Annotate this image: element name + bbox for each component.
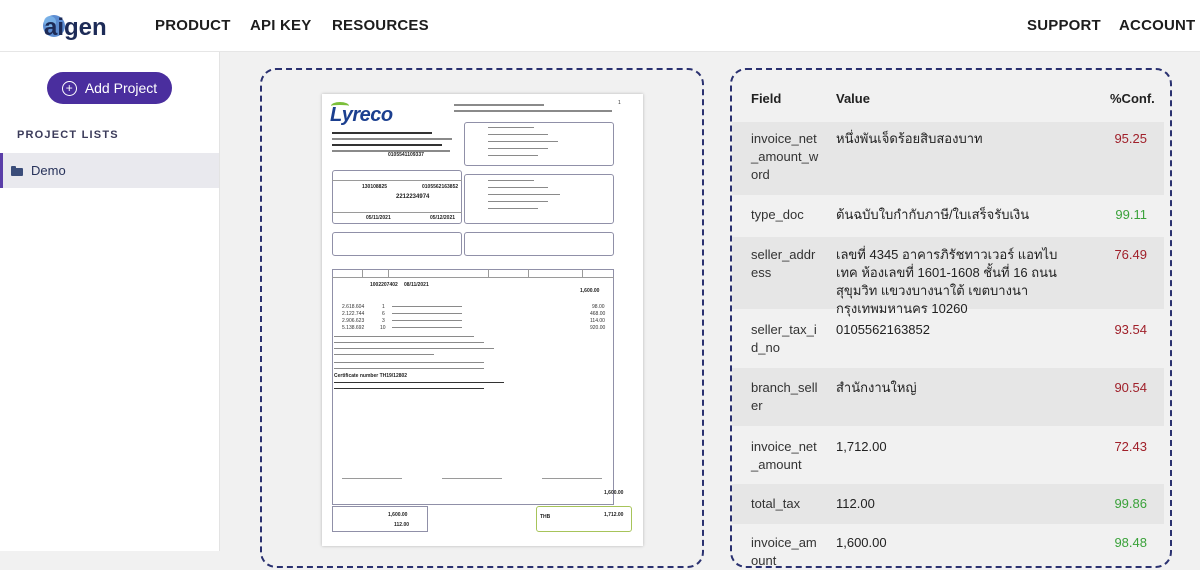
doc-line (392, 306, 462, 307)
row-conf: 98.48 (1114, 535, 1147, 550)
doc-line (334, 362, 484, 363)
doc-line (334, 354, 434, 355)
vat-summary-box (332, 506, 428, 532)
header-field: Field (751, 91, 782, 106)
line-4-amount: 920.00 (590, 325, 606, 331)
items-table-frame (332, 269, 614, 505)
table-row[interactable] (732, 368, 1170, 426)
page-number: 1 (618, 100, 621, 106)
grand-total: 1,712.00 (604, 512, 624, 518)
doc-line (454, 104, 544, 106)
total-box (536, 506, 632, 532)
row-value: เลขที่ 4345 อาคารภิรัชทาวเวอร์ แอทไบเทค ห้องเลขที่ 1601-1608 ชั้นที่ 16 ถนนสุขุมวิท แขวงบางนาใต้ เขตบางนา กรุงเทพมหานคร 10260 (836, 247, 1058, 316)
invoice-number: 2212234974 (396, 194, 430, 200)
row-value: 1,712.00 (836, 439, 887, 454)
doc-line (454, 110, 612, 112)
doc-divider (582, 269, 583, 277)
row-field: type_doc (751, 207, 804, 222)
header-value: Value (836, 91, 870, 106)
line-2-code: 2.122.744 (342, 311, 365, 317)
order-date: 08/11/2021 (404, 282, 429, 288)
row-conf: 93.54 (1114, 322, 1147, 337)
nav-account[interactable]: ACCOUNT (1119, 17, 1196, 34)
doc-line (488, 194, 560, 195)
doc-line (488, 187, 548, 188)
row-conf: 72.43 (1114, 439, 1147, 454)
customer-id: 130108825 (362, 184, 388, 190)
nav-resources[interactable]: RESOURCES (332, 17, 429, 34)
table-row[interactable] (732, 426, 1170, 482)
table-row[interactable] (732, 122, 1170, 195)
doc-line (488, 127, 534, 128)
table-row[interactable] (732, 524, 1170, 568)
row-field: seller_tax_id_no (751, 322, 817, 355)
subtotal-amount: 1,600.00 (604, 490, 624, 496)
lyreco-logo: Lyreco (330, 104, 393, 126)
doc-line (332, 132, 432, 134)
sold-to-box (464, 122, 614, 166)
contact-box (464, 232, 614, 256)
table-row[interactable] (732, 237, 1170, 316)
doc-line (488, 141, 558, 142)
currency: THB (540, 514, 551, 520)
doc-line (392, 320, 462, 321)
row-value: สำนักงานใหญ่ (836, 380, 917, 395)
line-1-code: 2.618.604 (342, 304, 365, 310)
line-3-code: 2.906.623 (342, 318, 365, 324)
ship-to-box (464, 174, 614, 224)
doc-line (334, 382, 504, 383)
row-field: seller_address (751, 247, 816, 280)
row-value: 1,600.00 (836, 535, 887, 550)
row-field: total_tax (751, 496, 801, 511)
doc-divider (488, 269, 489, 277)
sidebar-item-label: Demo (31, 163, 66, 178)
row-field: invoice_amount (751, 535, 817, 568)
doc-line (488, 208, 538, 209)
doc-line (488, 180, 534, 181)
nav-support[interactable]: SUPPORT (1027, 17, 1101, 34)
table-row[interactable] (732, 311, 1170, 366)
project-lists-heading: PROJECT LISTS (17, 129, 119, 141)
doc-divider (332, 277, 614, 278)
line-1-amount: 98.00 (592, 304, 605, 310)
row-conf: 99.86 (1114, 496, 1147, 511)
doc-line (392, 313, 462, 314)
line-2-amount: 468.00 (590, 311, 606, 317)
line-3-qty: 3 (382, 318, 385, 324)
row-value: ต้นฉบับใบกำกับภาษี/ใบเสร็จรับเงิน (836, 207, 1030, 222)
plus-circle-icon: + (62, 81, 77, 96)
row-field: branch_seller (751, 380, 818, 413)
row-conf: 90.54 (1114, 380, 1147, 395)
doc-line (334, 336, 474, 337)
row-conf: 76.49 (1114, 247, 1147, 262)
line-4-qty: 10 (380, 325, 386, 331)
invoice-document-image (322, 94, 643, 546)
doc-line (334, 348, 494, 349)
invoice-date: 05/11/2021 (366, 215, 391, 221)
doc-divider (528, 269, 529, 277)
doc-line (334, 342, 484, 343)
sidebar-item-demo[interactable] (0, 153, 219, 188)
doc-line (334, 368, 484, 369)
vat-base: 1,600.00 (388, 512, 408, 518)
certificate-number: Certificate number TH19/12802 (334, 373, 408, 379)
doc-line (334, 388, 484, 389)
doc-divider (332, 212, 462, 213)
row-value: หนึ่งพันเจ็ดร้อยสิบสองบาท (836, 131, 983, 146)
empty-box (332, 232, 462, 256)
doc-line (488, 201, 548, 202)
extraction-results-panel (730, 68, 1172, 568)
nav-product[interactable]: PRODUCT (155, 17, 231, 34)
buyer-tax-id: 0105562163852 (422, 184, 459, 190)
doc-divider (388, 269, 389, 277)
signature-line (442, 478, 502, 479)
sidebar (0, 52, 220, 551)
doc-line (332, 144, 442, 146)
vat-amount: 112.00 (394, 522, 410, 528)
row-field: invoice_net_amount (751, 439, 817, 472)
row-field: invoice_net_amount_word (751, 131, 819, 182)
table-row[interactable] (732, 195, 1170, 235)
line-3-amount: 114.00 (590, 318, 605, 324)
subtotal-top: 1,600.00 (580, 288, 600, 294)
results-table-header (732, 70, 1170, 124)
svg-text:aigen: aigen (44, 14, 107, 41)
row-value: 0105562163852 (836, 322, 930, 337)
doc-divider (362, 269, 363, 277)
due-date: 05/12/2021 (430, 215, 456, 221)
doc-divider (332, 180, 462, 181)
add-project-label: Add Project (84, 80, 158, 96)
doc-line (488, 155, 538, 156)
signature-line (342, 478, 402, 479)
row-value: 112.00 (836, 496, 875, 511)
row-conf: 95.25 (1114, 131, 1147, 146)
top-navbar (0, 0, 1200, 52)
add-project-button[interactable] (47, 72, 172, 104)
order-number: 1002207402 (370, 282, 398, 288)
table-row[interactable] (732, 484, 1170, 524)
doc-line (392, 327, 462, 328)
line-2-qty: 6 (382, 311, 385, 317)
signature-line (542, 478, 602, 479)
doc-line (332, 138, 452, 140)
aigen-logo[interactable] (40, 6, 114, 46)
doc-line (488, 134, 548, 135)
seller-tax-id: 0105541109337 (388, 152, 424, 158)
header-conf: %Conf. (1110, 91, 1155, 106)
nav-api-key[interactable]: API KEY (250, 17, 312, 34)
line-4-code: 5.138.692 (342, 325, 365, 331)
doc-line (488, 148, 548, 149)
folder-open-icon (11, 166, 23, 176)
line-1-qty: 1 (382, 304, 385, 310)
row-conf: 99.11 (1115, 207, 1147, 222)
